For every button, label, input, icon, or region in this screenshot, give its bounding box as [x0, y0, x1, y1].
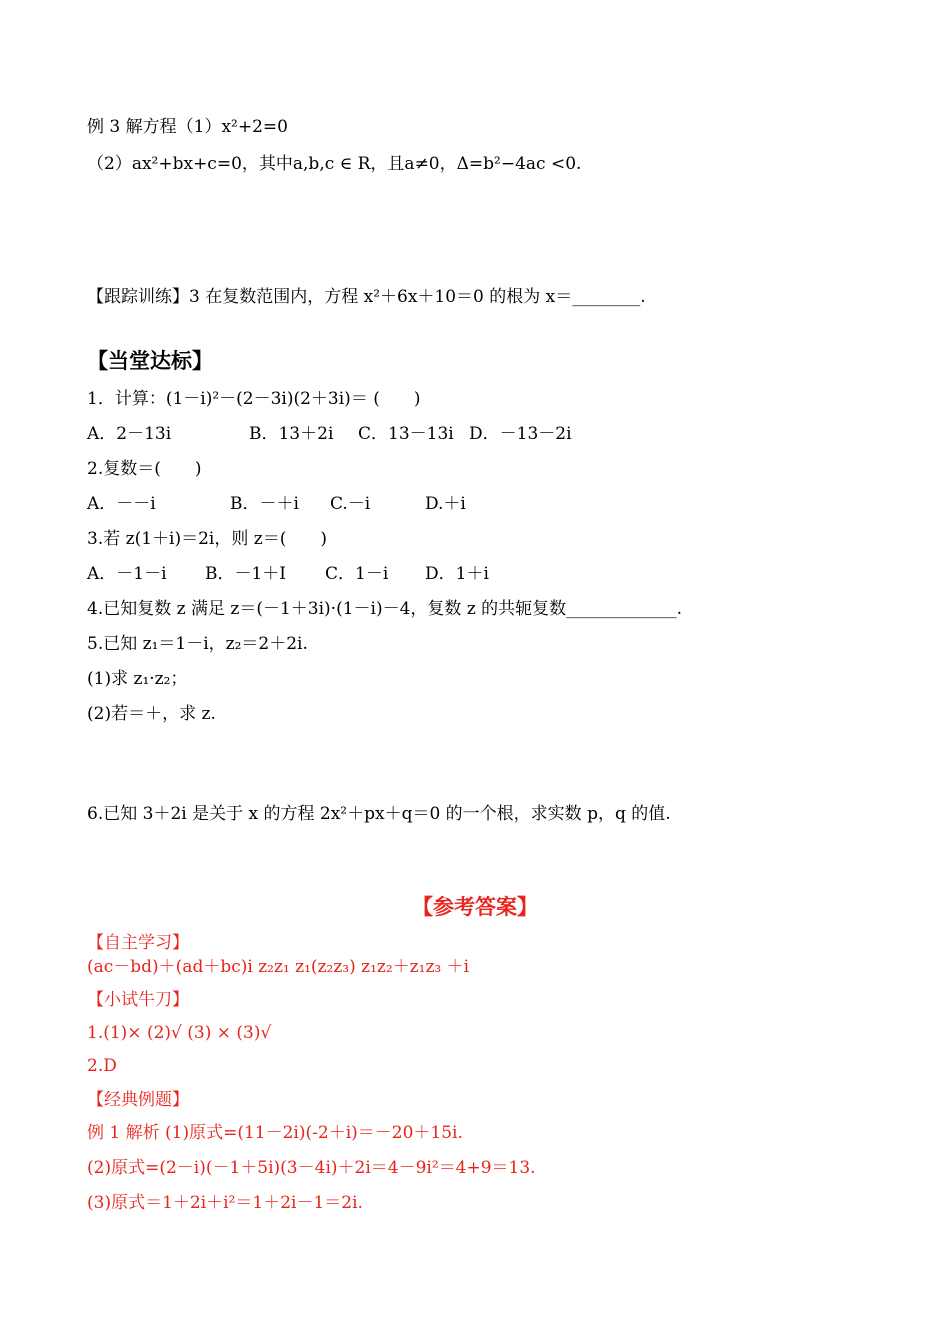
self-study-label: 【自主学习】 — [87, 933, 189, 953]
q2-option-b: B．－＋i — [230, 494, 299, 514]
q3-option-c: C．1－i — [325, 564, 389, 584]
example1-solution-2: (2)原式=(2－i)(－1＋5i)(3－4i)＋2i＝4－9i²＝4+9＝13. — [87, 1158, 536, 1178]
self-study-content: (ac－bd)＋(ad＋bc)i z₂z₁ z₁(z₂z₃) z₁z₂＋z₁z₃ ＋i — [87, 957, 470, 977]
q2-option-a: A．－－i — [87, 494, 156, 514]
q3-option-b: B．－1＋I — [205, 564, 287, 584]
q3-option-a: A．－1－i — [87, 564, 167, 584]
q2-option-d: D.＋i — [425, 494, 466, 514]
q3-option-d: D．1＋i — [425, 564, 489, 584]
trial-answer-1: 1.(1)× (2)√ (3) × (3)√ — [87, 1023, 272, 1043]
q1-option-c: C．13－13i — [358, 424, 454, 444]
q2-stem: 2.复数＝( ) — [87, 459, 202, 479]
tracking-exercise-3: 【跟踪训练】3 在复数范围内，方程 x²＋6x＋10＝0 的根为 x＝________. — [87, 287, 646, 307]
classic-examples-label: 【经典例题】 — [87, 1090, 189, 1110]
q2-option-c: C.－i — [330, 494, 371, 514]
q5-part2: (2)若＝＋，求 z. — [87, 704, 216, 724]
trial-label: 【小试牛刀】 — [87, 990, 189, 1010]
section-heading: 【当堂达标】 — [87, 348, 213, 373]
example3-line1: 例 3 解方程（1）x²+2=0 — [87, 117, 288, 137]
q1-stem: 1．计算：(1－i)²－(2－3i)(2＋3i)＝ ( ) — [87, 389, 421, 409]
q5-stem: 5.已知 z₁＝1－i，z₂＝2＋2i. — [87, 634, 308, 654]
trial-answer-2: 2.D — [87, 1056, 117, 1076]
q1-option-d: D．－13－2i — [469, 424, 572, 444]
example1-solution-1: 例 1 解析 (1)原式=(11－2i)(-2＋i)＝－20＋15i. — [87, 1123, 463, 1143]
q1-option-a: A．2－13i — [87, 424, 172, 444]
q5-part1: (1)求 z₁·z₂； — [87, 669, 188, 689]
q4: 4.已知复数 z 满足 z＝(－1＋3i)·(1－i)－4，复数 z 的共轭复数_____________. — [87, 599, 683, 619]
q6: 6.已知 3＋2i 是关于 x 的方程 2x²＋px＋q＝0 的一个根，求实数 p，q 的值. — [87, 804, 671, 824]
example3-line2: （2）ax²+bx+c=0，其中a,b,c ∈ R，且a≠0，Δ=b²−4ac <0. — [87, 154, 582, 174]
answers-heading: 【参考答案】 — [412, 894, 538, 919]
q1-option-b: B．13＋2i — [249, 424, 334, 444]
q3-stem: 3.若 z(1＋i)＝2i，则 z＝( ) — [87, 529, 327, 549]
example1-solution-3: (3)原式＝1＋2i＋i²＝1＋2i－1＝2i. — [87, 1193, 363, 1213]
